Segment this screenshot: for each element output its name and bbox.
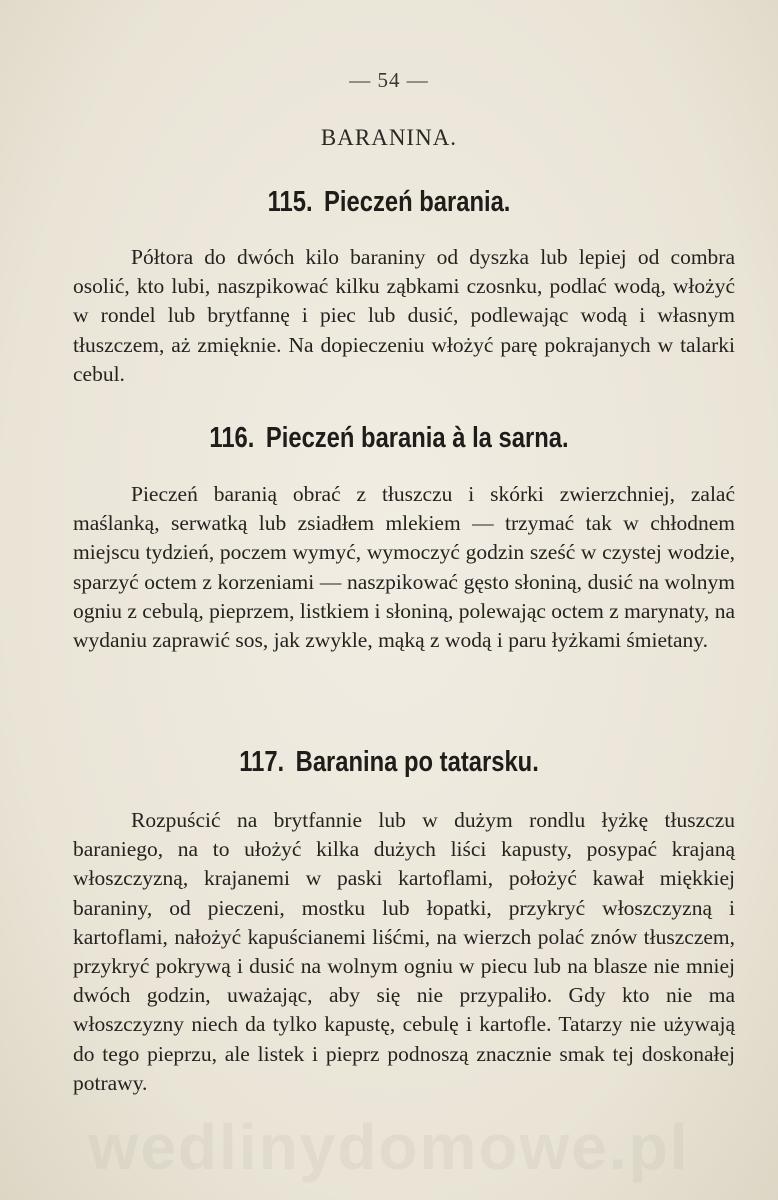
recipe-text-117: Rozpuścić na brytfannie lub w dużym rondlu łyżkę tłuszczu baraniego, na to ułożyć kilka dużych liści kapusty, posypać krajaną włoszczyzną, krajanemi w paski kartoflami, położyć kawał miękkiej baraniny, od pieczeni, mostku lub łopatki, przykryć włoszczyzną i kartoflami, nałożyć kapuścianemi liśćmi, na wierzch polać znów tłuszczem, przykryć pokrywą i dusić na wolnym ogniu w piecu lub na blasze nie mniej dwóch godzin, uważając, aby się nie przypaliło. Gdy kto nie ma włoszczyzny niech da tylko kapustę, cebulę i kartofle. Tatarzy nie używają do tego pieprzu, ale listek i pieprz podnoszą znacznie smak tej doskonałej potrawy. [73, 808, 735, 1095]
recipe-heading-115 [70, 186, 708, 219]
page-number: — 54 — [349, 68, 429, 92]
recipe-heading-116 [70, 422, 708, 455]
recipe-number: 116. [209, 422, 255, 454]
chapter-title: BARANINA. [320, 125, 458, 150]
recipe-heading-117 [70, 746, 708, 779]
recipe-number: 115. [267, 186, 313, 218]
recipe-title: Baranina po tatarsku. [295, 746, 539, 778]
recipe-text-116: Pieczeń baranią obrać z tłuszczu i skórki zwierzchniej, zalać maślanką, serwatką lub zsiadłem mlekiem — trzymać tak w chłodnem miejscu tydzień, poczem wymyć, wymoczyć godzin sześć w czystej wodzie, sparzyć octem z korzeniami — naszpikować gęsto słoniną, dusić na wolnym ogniu z cebulą, pieprzem, listkiem i słoniną, polewając octem z marynaty, na wydaniu zaprawić sos, jak zwykle, mąką z wodą i paru łyżkami śmietany. [73, 482, 735, 653]
recipe-title: Pieczeń barania à la sarna. [265, 422, 569, 454]
recipe-number: 117. [239, 746, 285, 778]
watermark: wedlinydomowe.pl [88, 1111, 690, 1183]
recipe-title: Pieczeń barania. [324, 186, 511, 218]
recipe-text-115: Półtora do dwóch kilo baraniny od dyszka lub lepiej od combra osolić, kto lubi, naszpikować kilku ząbkami czosnku, podlać wodą, włożyć w rondel lub brytfannę i piec lub dusić, podlewając wodą i własnym tłuszczem, aż zmięknie. Na dopieczeniu włożyć parę pokrajanych w talarki cebul. [73, 245, 735, 386]
